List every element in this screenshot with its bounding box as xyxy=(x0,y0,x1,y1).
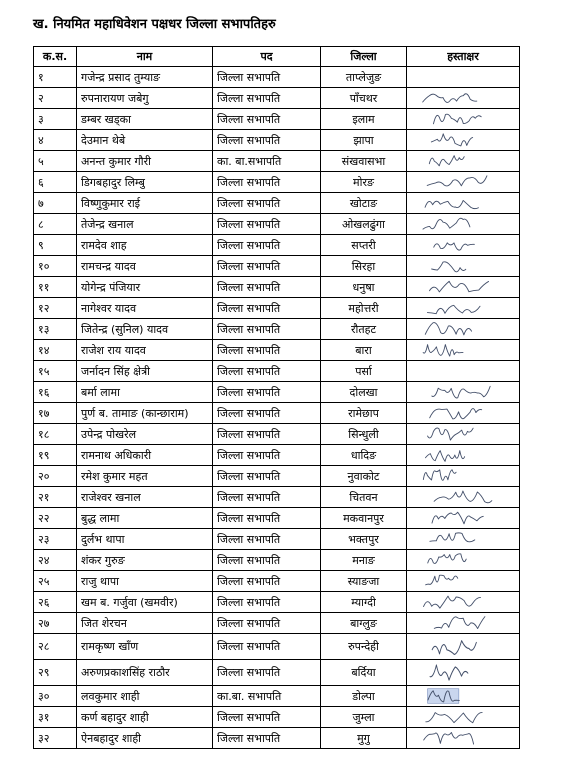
district-cell: सप्तरी xyxy=(321,235,407,256)
serial-cell: ३० xyxy=(34,686,77,707)
handwritten-signature xyxy=(411,508,515,528)
serial-cell: १३ xyxy=(34,319,77,340)
name-cell: तेजेन्द्र खनाल xyxy=(77,214,213,235)
serial-cell: १८ xyxy=(34,424,77,445)
signature-cell xyxy=(407,634,520,660)
district-cell: संखवासभा xyxy=(321,151,407,172)
post-cell: जिल्ला सभापति xyxy=(213,613,321,634)
signature-stroke xyxy=(424,596,481,608)
signature-cell xyxy=(407,550,520,571)
handwritten-signature xyxy=(411,550,515,570)
handwritten-signature xyxy=(411,193,515,213)
table-row xyxy=(34,571,520,592)
handwritten-signature xyxy=(411,235,515,255)
serial-cell: २१ xyxy=(34,487,77,508)
serial-cell: १६ xyxy=(34,382,77,403)
table-row xyxy=(34,613,520,634)
serial-cell: ९ xyxy=(34,235,77,256)
district-cell: महोत्तरी xyxy=(321,298,407,319)
table-row xyxy=(34,151,520,172)
post-cell: जिल्ला सभापति xyxy=(213,550,321,571)
serial-cell: १७ xyxy=(34,403,77,424)
handwritten-signature xyxy=(411,109,515,129)
handwritten-signature xyxy=(411,728,515,748)
district-cell: चितवन xyxy=(321,487,407,508)
post-cell: जिल्ला सभापति xyxy=(213,403,321,424)
name-cell: रमेश कुमार महत xyxy=(77,466,213,487)
district-cell: नुवाकोट xyxy=(321,466,407,487)
post-cell: जिल्ला सभापति xyxy=(213,382,321,403)
table-row xyxy=(34,466,520,487)
table-row xyxy=(34,130,520,151)
district-cell: खोटाङ xyxy=(321,193,407,214)
signature-cell xyxy=(407,424,520,445)
handwritten-signature xyxy=(411,487,515,507)
table-row xyxy=(34,592,520,613)
handwritten-signature xyxy=(411,382,515,402)
table-row xyxy=(34,172,520,193)
post-cell: जिल्ला सभापति xyxy=(213,298,321,319)
serial-cell: ४ xyxy=(34,130,77,151)
signature-cell xyxy=(407,130,520,151)
serial-cell: २४ xyxy=(34,550,77,571)
handwritten-signature xyxy=(411,571,515,591)
signature-stroke xyxy=(428,428,474,440)
serial-cell: २८ xyxy=(34,634,77,660)
name-cell: रामचन्द्र यादव xyxy=(77,256,213,277)
district-cell: पर्सा xyxy=(321,361,407,382)
table-row xyxy=(34,634,520,660)
signature-cell xyxy=(407,707,520,728)
signature-cell xyxy=(407,109,520,130)
signature-cell xyxy=(407,235,520,256)
post-cell: जिल्ला सभापति xyxy=(213,592,321,613)
name-cell: जित शेरचन xyxy=(77,613,213,634)
serial-cell: २२ xyxy=(34,508,77,529)
post-cell: जिल्ला सभापति xyxy=(213,130,321,151)
signature-stroke xyxy=(432,641,476,655)
table-row xyxy=(34,403,520,424)
signature-cell xyxy=(407,466,520,487)
signature-stroke xyxy=(429,281,488,292)
signature-stroke xyxy=(432,386,490,398)
handwritten-signature xyxy=(411,319,515,339)
name-cell: राजेश राय यादव xyxy=(77,340,213,361)
signature-stroke xyxy=(427,176,487,186)
table-row xyxy=(34,277,520,298)
table-row xyxy=(34,88,520,109)
handwritten-signature xyxy=(411,660,515,685)
table-row xyxy=(34,686,520,707)
post-cell: जिल्ला सभापति xyxy=(213,445,321,466)
district-cell: म्याग्दी xyxy=(321,592,407,613)
column-header-serial: क.स. xyxy=(34,47,77,67)
signature-cell xyxy=(407,382,520,403)
district-cell: रामेछाप xyxy=(321,403,407,424)
signature-cell xyxy=(407,172,520,193)
table-row xyxy=(34,193,520,214)
post-cell: जिल्ला सभापति xyxy=(213,466,321,487)
signature-stroke xyxy=(434,491,492,503)
district-cell: सिन्धुली xyxy=(321,424,407,445)
signature-stroke xyxy=(432,512,483,524)
signature-stroke xyxy=(428,554,466,564)
district-cell: रुपन्देही xyxy=(321,634,407,660)
handwritten-signature xyxy=(411,277,515,297)
signature-stroke xyxy=(429,156,464,166)
signature-stroke xyxy=(431,134,472,146)
table-row xyxy=(34,109,520,130)
post-cell: जिल्ला सभापति xyxy=(213,529,321,550)
district-cell: सिरहा xyxy=(321,256,407,277)
table-row xyxy=(34,340,520,361)
serial-cell: २५ xyxy=(34,571,77,592)
signature-cell xyxy=(407,487,520,508)
column-header-post: पद xyxy=(213,47,321,67)
serial-cell: १ xyxy=(34,67,77,88)
district-cell: इलाम xyxy=(321,109,407,130)
document-heading: ख. नियमित महाधिवेशन पक्षधर जिल्ला सभापतिहरु xyxy=(33,17,276,32)
district-cell: भक्तपुर xyxy=(321,529,407,550)
handwritten-signature xyxy=(411,424,515,444)
name-cell: विष्णुकुमार राई xyxy=(77,193,213,214)
table-row xyxy=(34,235,520,256)
handwritten-signature xyxy=(411,151,515,171)
signature-stroke xyxy=(433,114,481,124)
name-cell: गजेन्द्र प्रसाद तुम्याङ xyxy=(77,67,213,88)
name-cell: राजेश्वर खनाल xyxy=(77,487,213,508)
post-cell: जिल्ला सभापति xyxy=(213,319,321,340)
serial-cell: २६ xyxy=(34,592,77,613)
serial-cell: २९ xyxy=(34,660,77,686)
post-cell: जिल्ला सभापति xyxy=(213,424,321,445)
signature-cell xyxy=(407,613,520,634)
post-cell: जिल्ला सभापति xyxy=(213,172,321,193)
table-row xyxy=(34,707,520,728)
district-cell: बाग्लुङ xyxy=(321,613,407,634)
signature-cell xyxy=(407,193,520,214)
post-cell: का.बा. सभापति xyxy=(213,686,321,707)
post-cell: का. बा.सभापति xyxy=(213,151,321,172)
post-cell: जिल्ला सभापति xyxy=(213,487,321,508)
signature-stroke xyxy=(423,470,456,481)
district-cell: स्याङजा xyxy=(321,571,407,592)
column-header-signature: हस्ताक्षर xyxy=(407,47,520,67)
name-cell: दुर्लभ थापा xyxy=(77,529,213,550)
post-cell: जिल्ला सभापति xyxy=(213,728,321,749)
signature-cell xyxy=(407,67,520,88)
name-cell: खम ब. गर्जुवा (खमवीर) xyxy=(77,592,213,613)
table-row xyxy=(34,256,520,277)
district-cell: मुगु xyxy=(321,728,407,749)
signature-stroke xyxy=(427,305,480,313)
name-cell: उपेन्द्र पोखरेल xyxy=(77,424,213,445)
handwritten-signature xyxy=(411,613,515,633)
district-cell: धादिङ xyxy=(321,445,407,466)
serial-cell: ३२ xyxy=(34,728,77,749)
name-cell: अनन्त कुमार गौरी xyxy=(77,151,213,172)
name-cell: बुद्ध लामा xyxy=(77,508,213,529)
district-cell: बारा xyxy=(321,340,407,361)
post-cell: जिल्ला सभापति xyxy=(213,660,321,686)
post-cell: जिल्ला सभापति xyxy=(213,88,321,109)
serial-cell: २० xyxy=(34,466,77,487)
district-cell: ताप्लेजुङ xyxy=(321,67,407,88)
serial-cell: ७ xyxy=(34,193,77,214)
table-row xyxy=(34,382,520,403)
name-cell: योगेन्द्र पंजियार xyxy=(77,277,213,298)
district-cell: झापा xyxy=(321,130,407,151)
handwritten-signature xyxy=(411,130,515,150)
district-cell: दोलखा xyxy=(321,382,407,403)
serial-cell: ३ xyxy=(34,109,77,130)
name-cell: जितेन्द्र (सुनिल) यादव xyxy=(77,319,213,340)
blue-stamp-mark xyxy=(428,689,459,704)
name-cell: रामनाथ अधिकारी xyxy=(77,445,213,466)
name-cell: राजु थापा xyxy=(77,571,213,592)
handwritten-signature xyxy=(411,634,515,659)
post-cell: जिल्ला सभापति xyxy=(213,707,321,728)
district-cell: पाँचथर xyxy=(321,88,407,109)
signature-stroke xyxy=(423,94,477,103)
table-row xyxy=(34,487,520,508)
serial-cell: ५ xyxy=(34,151,77,172)
table-row xyxy=(34,298,520,319)
serial-cell: १९ xyxy=(34,445,77,466)
signature-cell xyxy=(407,508,520,529)
handwritten-signature xyxy=(411,214,515,234)
serial-cell: २ xyxy=(34,88,77,109)
handwritten-signature xyxy=(411,529,515,549)
signature-stroke xyxy=(430,533,475,542)
serial-cell: १४ xyxy=(34,340,77,361)
signature-cell xyxy=(407,361,520,382)
signature-stroke xyxy=(423,345,463,357)
post-cell: जिल्ला सभापति xyxy=(213,634,321,660)
signature-cell xyxy=(407,571,520,592)
signature-cell xyxy=(407,728,520,749)
table-row xyxy=(34,361,520,382)
table-row xyxy=(34,728,520,749)
signature-cell xyxy=(407,592,520,613)
serial-cell: ११ xyxy=(34,277,77,298)
signature-stroke xyxy=(432,262,466,272)
signature-stroke xyxy=(425,200,478,208)
post-cell: जिल्ला सभापति xyxy=(213,109,321,130)
name-cell: डम्बर खड्का xyxy=(77,109,213,130)
post-cell: जिल्ला सभापति xyxy=(213,508,321,529)
post-cell: जिल्ला सभापति xyxy=(213,340,321,361)
name-cell: रामकृष्ण खाँण xyxy=(77,634,213,660)
name-cell: देउमान थेबे xyxy=(77,130,213,151)
serial-cell: ६ xyxy=(34,172,77,193)
serial-cell: १० xyxy=(34,256,77,277)
signature-cell xyxy=(407,88,520,109)
handwritten-signature xyxy=(411,172,515,192)
signature-cell xyxy=(407,256,520,277)
name-cell: नागेश्वर यादव xyxy=(77,298,213,319)
table-row xyxy=(34,660,520,686)
signature-cell xyxy=(407,529,520,550)
post-cell: जिल्ला सभापति xyxy=(213,256,321,277)
post-cell: जिल्ला सभापति xyxy=(213,193,321,214)
signature-cell xyxy=(407,445,520,466)
signature-stroke xyxy=(426,575,458,585)
serial-cell: २७ xyxy=(34,613,77,634)
table-row xyxy=(34,550,520,571)
serial-cell: ३१ xyxy=(34,707,77,728)
signature-stroke xyxy=(423,218,470,229)
column-header-name: नाम xyxy=(77,47,213,67)
district-cell: ओखलढुंगा xyxy=(321,214,407,235)
post-cell: जिल्ला सभापति xyxy=(213,571,321,592)
serial-cell: १२ xyxy=(34,298,77,319)
name-cell: लवकुमार शाही xyxy=(77,686,213,707)
handwritten-signature xyxy=(411,403,515,423)
table-row xyxy=(34,319,520,340)
handwritten-signature xyxy=(411,686,515,706)
district-cell: बर्दिया xyxy=(321,660,407,686)
name-cell: बर्मा लामा xyxy=(77,382,213,403)
district-cell: मोरङ xyxy=(321,172,407,193)
table-row xyxy=(34,67,520,88)
name-cell: जर्नादन सिंह क्षेत्री xyxy=(77,361,213,382)
serial-cell: १५ xyxy=(34,361,77,382)
district-cell: मनाङ xyxy=(321,550,407,571)
table-row xyxy=(34,424,520,445)
signature-cell xyxy=(407,214,520,235)
signature-stroke xyxy=(425,323,471,335)
table-body xyxy=(34,67,520,749)
handwritten-signature xyxy=(411,298,515,318)
signature-stroke xyxy=(434,243,475,250)
name-cell: ऐनबहादुर शाही xyxy=(77,728,213,749)
name-cell: शंकर गुरुङ xyxy=(77,550,213,571)
district-cell: धनुषा xyxy=(321,277,407,298)
column-header-district: जिल्ला xyxy=(321,47,407,67)
serial-cell: २३ xyxy=(34,529,77,550)
signature-cell xyxy=(407,403,520,424)
post-cell: जिल्ला सभापति xyxy=(213,67,321,88)
post-cell: जिल्ला सभापति xyxy=(213,277,321,298)
signature-stroke xyxy=(434,617,485,629)
district-cell: जुम्ला xyxy=(321,707,407,728)
post-cell: जिल्ला सभापति xyxy=(213,214,321,235)
handwritten-signature xyxy=(411,445,515,465)
post-cell: जिल्ला सभापति xyxy=(213,235,321,256)
signature-cell xyxy=(407,298,520,319)
district-cell: मकवानपुर xyxy=(321,508,407,529)
handwritten-signature xyxy=(411,707,515,727)
handwritten-signature xyxy=(411,88,515,108)
signature-cell xyxy=(407,686,520,707)
signature-table xyxy=(33,46,520,749)
table-row xyxy=(34,508,520,529)
table-row xyxy=(34,214,520,235)
name-cell: रुपनारायण जबेगु xyxy=(77,88,213,109)
handwritten-signature xyxy=(411,592,515,612)
signature-stroke xyxy=(430,409,482,419)
handwritten-signature xyxy=(411,256,515,276)
handwritten-signature xyxy=(411,340,515,360)
name-cell: अरुणप्रकाशसिंह राठौर xyxy=(77,660,213,686)
name-cell: रामदेव शाह xyxy=(77,235,213,256)
signature-stroke xyxy=(425,451,464,462)
name-cell: कर्ण बहादुर शाही xyxy=(77,707,213,728)
name-cell: पुर्ण ब. तामाङ (कान्छाराम) xyxy=(77,403,213,424)
table-row xyxy=(34,445,520,466)
signature-cell xyxy=(407,340,520,361)
signature-stroke xyxy=(424,732,474,744)
table-row xyxy=(34,529,520,550)
table-header-row xyxy=(34,47,520,67)
signature-stroke xyxy=(426,713,482,723)
district-cell: रौतहट xyxy=(321,319,407,340)
signature-cell xyxy=(407,277,520,298)
district-cell: डोल्पा xyxy=(321,686,407,707)
serial-cell: ८ xyxy=(34,214,77,235)
signature-stroke xyxy=(430,665,468,680)
signature-cell xyxy=(407,660,520,686)
handwritten-signature xyxy=(411,466,515,486)
signature-cell xyxy=(407,151,520,172)
post-cell: जिल्ला सभापति xyxy=(213,361,321,382)
signature-cell xyxy=(407,319,520,340)
name-cell: डिगबहादुर लिम्बु xyxy=(77,172,213,193)
